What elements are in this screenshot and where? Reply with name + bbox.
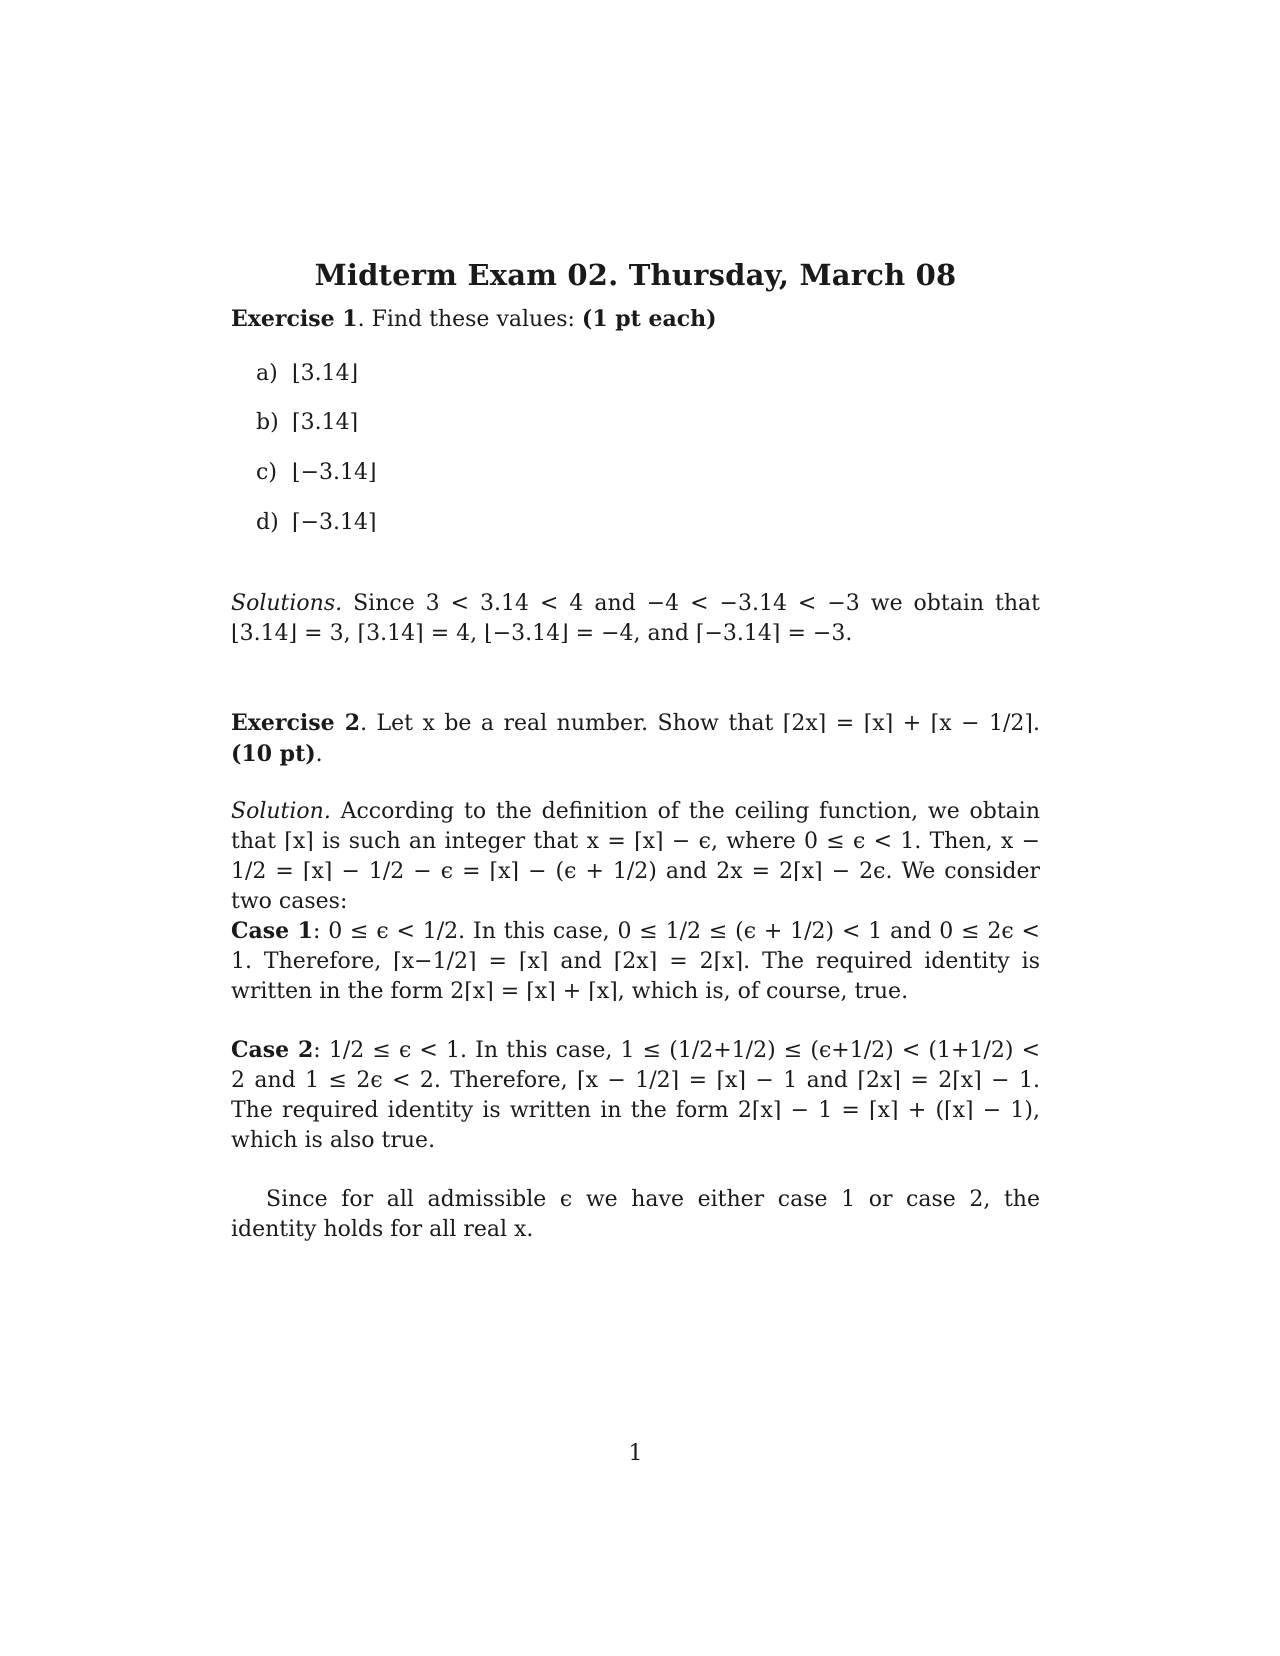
exercise-1-label: Exercise 1 <box>231 306 358 332</box>
solution-label: Solution. <box>231 799 331 824</box>
item-label: a) <box>256 361 278 386</box>
exercise-2-points: (10 pt) <box>231 741 316 767</box>
case-1-text: : 0 ≤ ϵ < 1/2. In this case, 0 ≤ 1/2 ≤ (ϵ + 1/2) < 1 and 0 ≤ 2ϵ < 1. Therefore, ⌈x−1/2⌉ = ⌈x⌉ and ⌈2x⌉ = 2⌈x⌉. The required identity is written in the form 2⌈x⌉ = ⌈x⌉ + ⌈x⌉, which is, of course, true. <box>231 919 1040 1004</box>
page-title: Midterm Exam 02. Thursday, March 08 <box>314 258 957 292</box>
item-label: b) <box>256 410 279 435</box>
page-number: 1 <box>628 1441 643 1466</box>
case-2 <box>231 1035 1040 1156</box>
case-1-label: Case 1 <box>231 918 313 944</box>
list-item <box>256 458 377 488</box>
case-2-text: : 1/2 ≤ ϵ < 1. In this case, 1 ≤ (1/2+1/2) ≤ (ϵ+1/2) < (1+1/2) < 2 and 1 ≤ 2ϵ < 2. Therefore, ⌈x − 1/2⌉ = ⌈x⌉ − 1 and ⌈2x⌉ = 2⌈x⌉ − 1. The required identity is written in the form 2⌈x⌉ − 1 = ⌈x⌉ + (⌈x⌉ − 1), which is also true. <box>231 1038 1041 1153</box>
exercise-2-label: Exercise 2 <box>231 710 361 736</box>
case-2-label: Case 2 <box>231 1037 314 1063</box>
solutions-label: Solutions. <box>231 591 343 616</box>
conclusion: Since for all admissible ϵ we have either case 1 or case 2, the identity holds for all real x. <box>231 1187 1040 1242</box>
exercise-1-points: (1 pt each) <box>581 306 717 332</box>
exercise-2-prompt <box>231 708 1040 770</box>
solution-line-2: ⌊3.14⌋ = 3, ⌈3.14⌉ = 4, ⌊−3.14⌋ = −4, and ⌈−3.14⌉ = −3. <box>231 621 853 646</box>
solution-line-1: Since 3 < 3.14 < 4 and −4 < −3.14 < −3 we obtain that <box>353 591 1040 616</box>
exercise-2-text: . Let x be a real number. Show that ⌈2x⌉ = ⌈x⌉ + ⌈x − 1/2⌉. <box>360 711 1040 736</box>
exercise-2-solution <box>231 797 1040 917</box>
list-item <box>256 408 358 438</box>
solution-text: According to the definition of the ceiling function, we obtain that ⌈x⌉ is such an integer that x = ⌈x⌉ − ϵ, where 0 ≤ ϵ < 1. Then, x − 1/2 = ⌈x⌉ − 1/2 − ϵ = ⌈x⌉ − (ϵ + 1/2) and 2x = 2⌈x⌉ − 2ϵ. We consider two cases: <box>231 799 1040 914</box>
item-expression: ⌈−3.14⌉ <box>292 510 377 535</box>
exercise-1-solution <box>231 589 1040 649</box>
item-label: c) <box>256 460 277 485</box>
list-item <box>256 359 358 389</box>
exam-page <box>231 0 1040 1656</box>
list-item <box>256 508 377 538</box>
item-expression: ⌈3.14⌉ <box>292 410 359 435</box>
case-1 <box>231 916 1040 1007</box>
item-label: d) <box>256 510 279 535</box>
item-expression: ⌊3.14⌋ <box>292 361 359 386</box>
points-suffix: . <box>315 742 323 767</box>
exercise-1-prompt <box>231 304 1040 335</box>
item-expression: ⌊−3.14⌋ <box>292 460 377 485</box>
exercise-1-text: . Find these values: <box>357 307 582 332</box>
